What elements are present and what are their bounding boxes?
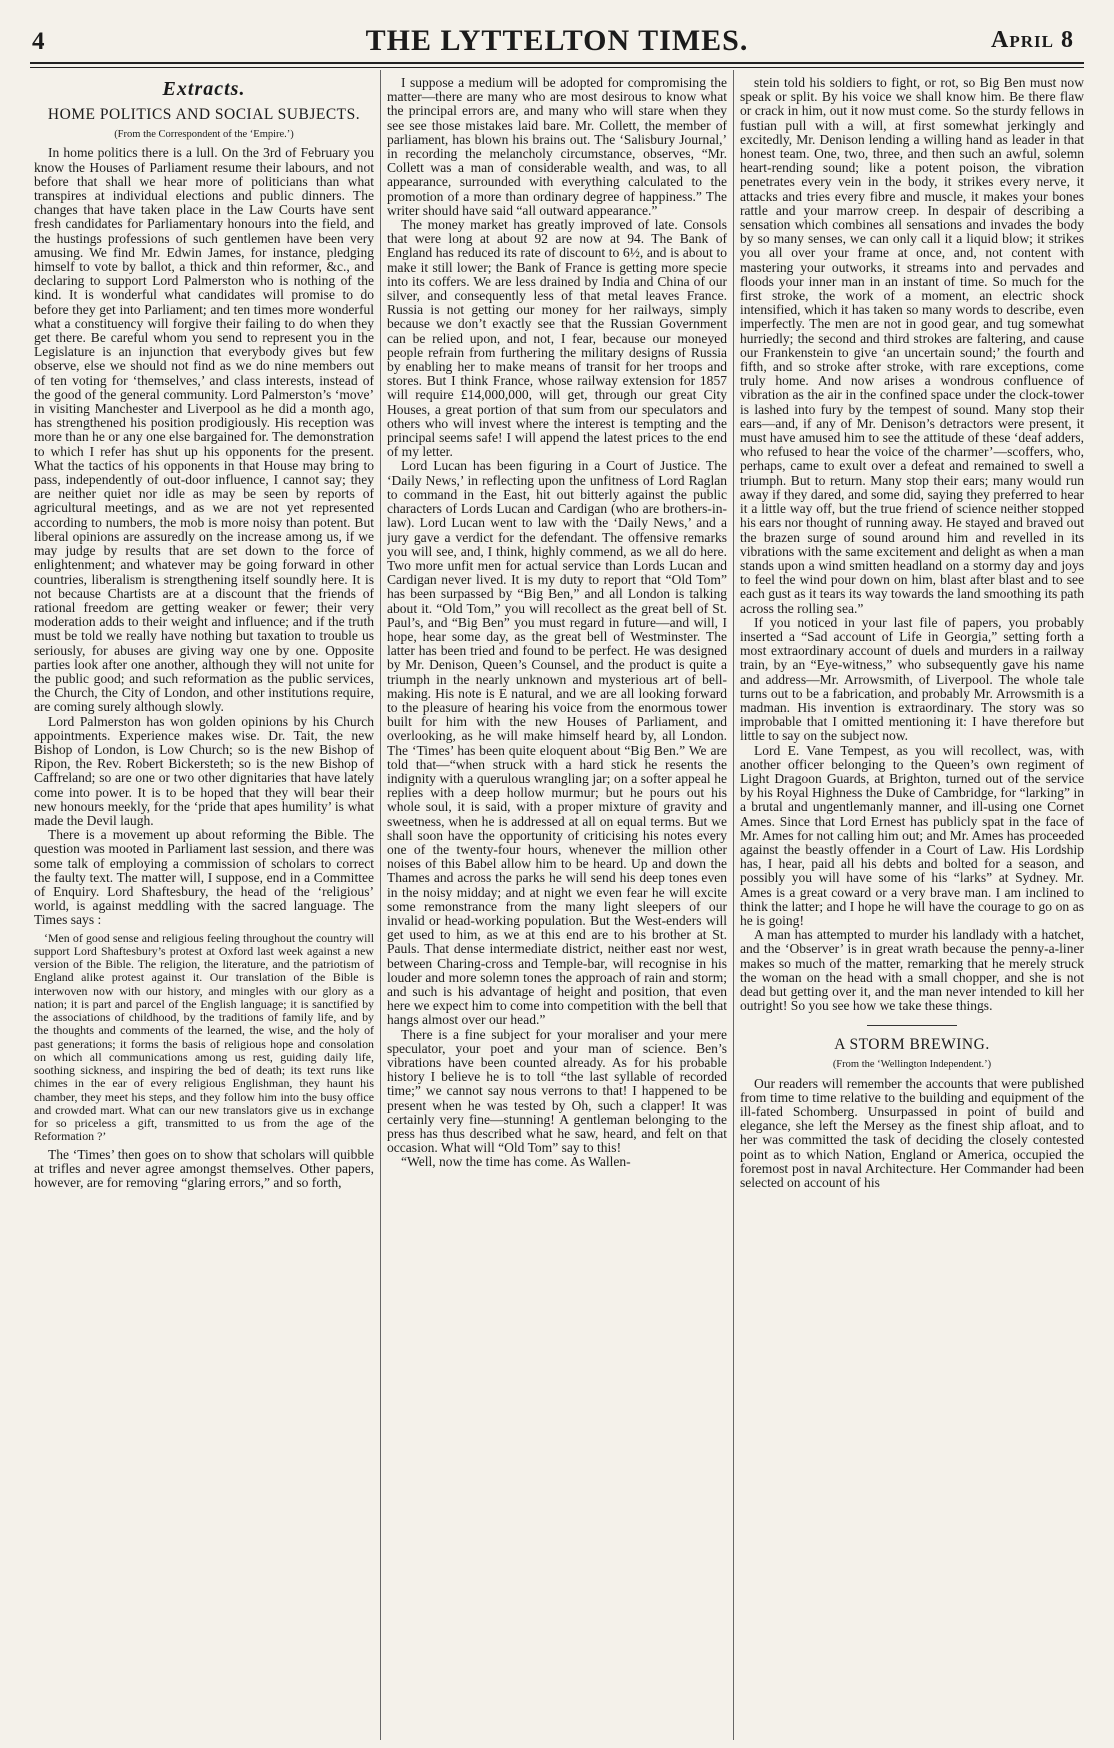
article-byline: (From the Correspondent of the ‘Empire.’)	[114, 129, 294, 141]
masthead-rule	[30, 62, 1084, 64]
column-1	[34, 76, 374, 1740]
article-paragraph: In home politics there is a lull. On the 3rd of February you know the Houses of Parliament resume their labours, and not before that shall we hear more of politicians than what transpires at individual elections and public dinners. The changes that have taken place in the Law Courts have sent fresh candidates for Parliamentary honours into the field, and the hustings professions of such gentlemen have been very amusing. We find Mr. Edwin James, for instance, pledging himself to vote by ballot, a thick and thin reformer, &c., and declaring to support Lord Palmerston who is nothing of the kind. It is wonderful what candidates will promise to do before they get into Parliament; and ten times more wonderful what a constituency will forgive their failing to do when they get there. Be careful whom you send to represent you in the Legislature is an injunction that everybody gives but few observe, else we should not find as we do nine members out of ten voting for ‘themselves,’ and class interests, instead of the good of the general community. Lord Palmerston’s ‘move’ in visiting Manchester and Liverpool as he did a month ago, has strengthened his position prodigiously. His reception was more than he or any one else bargained for. The demonstration to which I refer has shut up his opponents for the present. What the tactics of his opponents in that House may bring to pass, independently of out-door influence, I cannot say; they are neither quiet nor idle as may be seen by reports of agricultural meetings, and as we are not yet represented according to numbers, the mob is more noisy than potent. But liberal opinions are assuredly on the increase among us, if we may judge by results that are set down to the force of enlightenment; and whatever may be going forward in other countries, liberalism is strengthening itself soundly here. It is not because Chartists are at a discount that the friends of rational freedom are getting weaker or fewer; their very moderation adds to their weight and influence; and if the truth must be told we really have nothing but taxation to trouble us seriously, for abuses are giving way one by one. Opposite parties look after one another, although they will not unite for the public good; and such reformation as the public services, the Church, the City of London, and other institutions require, are coming surely although slowly.	[34, 145, 374, 715]
article-paragraph: Lord Lucan has been figuring in a Court of Justice. The ‘Daily News,’ in reflecting upon the unfitness of Lord Raglan to command in the East, hit out bitterly against the public characters of Lords Lucan and Cardigan (who are brothers-in-law). Lord Lucan went to law with the ‘Daily News,’ and a jury gave a verdict for the defendant. The offensive remarks you will see, and, I think, highly commend, as we all do here. Two more unfit men for actual service than Lords Lucan and Cardigan never lived. It is my duty to report that “Old Tom” has been surpassed by “Big Ben,” and all London is talking about it. “Old Tom,” you will recollect as the great bell of St. Paul’s, and “Big Ben” you must regard in future—and will, I hope, hear some day, as the great bell of Westminster. The latter has been tried and found to be perfect. He was designed by Mr. Denison, Queen’s Counsel, and the product is quite a triumph in the nearly unknown and mysterious art of bell-making. His note is E natural, and we are all looking forward to the pleasure of hearing his voice from the enormous tower built for him with the new Houses of Parliament, and overlooking, as he will make himself heard by, all London. The ‘Times’ has been quite eloquent about “Big Ben.” We are told that—“when struck with a hard stick he resents the indignity with a querulous wrangling jar; on a softer appeal he replies with a deep hollow murmur; but he pours out his whole soul, it is said, with a proper mixture of gravity and sweetness, when he is addressed at all on equal terms. But we shall soon have the opportunity of criticising his notes every one of the twenty-four hours, whenever the million other noises of this Babel allow him to be heard. Up and down the Thames and across the parks he will send his deep tones even in the noisy midday; and at night we even fear he will excite some remonstrance from the many light sleepers of our invalid or head-working population. But the West-enders will get used to him, as we at this end are to his brother at St. Pauls. That dense intermediate district, neither east nor west, between Charing-cross and Temple-bar, will recognise in his louder and more solemn tones the approach of rain and storm; and such is his advantage of height and position, that even here we expect him to come into competition with the bell that hangs almost over our head.”	[387, 458, 727, 1028]
page-number: 4	[32, 28, 45, 55]
section-heading: Extracts.	[162, 78, 246, 100]
article-byline: (From the ‘Wellington Independent.’)	[832, 1059, 992, 1071]
article-title: HOME POLITICS AND SOCIAL SUBJECTS.	[47, 106, 361, 124]
quoted-passage	[34, 932, 374, 1144]
article-paragraph: There is a fine subject for your moraliser and your mere speculator, your poet and your man of science. Ben’s vibrations have been counted already. As for his probable history I believe he is to toll “the last syllable of recorded time;” we cannot say nous verrons to that! I happened to be present when he was tested by Oh, such a clapper! It was certainly very fine—stunning! A gentleman belonging to the press has thus described what he saw, heard, and felt on that occasion. What will “Old Tom” say to this!	[387, 1026, 727, 1156]
article-paragraph: If you noticed in your last file of papers, you probably inserted a “Sad account of Life in Georgia,” setting forth a most extraordinary account of duels and murders in a railway train, by an “Eye-witness,” who subsequently gave his name and address—Mr. Arrowsmith, of Liverpool. The whole tale turns out to be a fabrication, and probably Mr. Arrowsmith is a madman. His invention is extraordinary. The story was so improbable that I omitted mentioning it: I have therefore but little to say on the subject now.	[740, 614, 1084, 744]
article-paragraph: I suppose a medium will be adopted for compromising the matter—there are many who are most desirous to know what the principal errors are, and many who will stare when they see see those mistakes laid bare. Mr. Collett, the member of parliament, has blown his brains out. The ‘Salisbury Journal,’ in recording the melancholy circumstance, observes, “Mr. Collett was a man of considerable wealth, and was, to all appearance, surrounded with everything calculated to the promotion of a more than ordinary degree of happiness.” The writer should have said “all outward appearance.”	[387, 76, 727, 218]
quote-text: ‘Men of good sense and religious feeling throughout the country will support Lord Shaftesbury’s protest at Oxford last week against a new version of the Bible. The religion, the literature, and the patriotism of England alike protest against it. Our translation of the Bible is interwoven now with our history, and mingles with our glory as a nation; it is part and parcel of the English language; it is sanctified by the associations of childhood, by the traditions of family life, and by the thoughts and comments of the learned, the wise, and the holy of past generations; it forms the basis of religious hope and consolation on which all communications among us rest, guiding daily life, soothing sickness, and inspiring the bed of death; its text runs like chimes in the ear of every religious Englishman, they haunt his chamber, they meet his steps, and they follow him into the busy office and crowded mart. What can our new translators give us in exchange for so priceless a gift, transmitted to us from the age of the Reformation ?’	[34, 930, 374, 1144]
article-paragraph: The money market has greatly improved of late. Consols that were long at about 92 are now at 94. The Bank of England has reduced its rate of discount to 6½, and is about to make it still lower; the Bank of France is getting more specie into its coffers. We are less drained by India and China of our silver, and consequently less of that metal leaves France. Russia is not getting our money for her railways, simply because we don’t exactly see that the Russian Government can be relied upon, and not, I fear, because our moneyed people refrain from furthering the military designs of Russia by enabling her to make means of transit for her troops and stores. But I think France, whose railway extension for 1857 will require £14,000,000, will get, through our great City Houses, a great portion of that sum from our speculators and others who will invest where the interest is tempting and the principal seems safe! I will append the latest prices to the end of my letter.	[387, 217, 727, 460]
article-paragraph: Lord Palmerston has won golden opinions by his Church appointments. Experience makes wise. Dr. Tait, the new Bishop of London, is Low Church; so is the new Bishop of Ripon, the Rev. Robert Bickersteth; so is the new Bishop of Caffreland; so are one or two other dignitaries that have lately come into power. It is to be hoped that they will bear their new honours meekly, for the ‘pride that apes humility’ is what made the Devil laugh.	[34, 713, 374, 828]
article-paragraph: Our readers will remember the accounts that were published from time to time relative to the building and equipment of the ill-fated Schomberg. Unsurpassed in point of build and elegance, she left the Mersey as the finest ship afloat, and to her was committed the task of deciding the closely contested point as to which Nation, England or America, occupied the foremost post in naval Architecture. Her Commander had been selected on account of his	[740, 1075, 1084, 1191]
article-paragraph: stein told his soldiers to fight, or rot, so Big Ben must now speak or split. By his voice we shall know him. Be there flaw or crack in him, out it now must come. So the sturdy fellows in fustian pull with a will, at first somewhat jerkingly and excitedly, Mr. Denison lending a willing hand as leader in that honest team. One, two, three, and then such an awful, solemn heart-rending sound; like a potent poison, the vibration penetrates every vein in the body, it strikes every nerve, it attacks and tries every fibre and muscle, it makes your bones rattle and your marrow creep. In despair of describing a sensation which combines all sensations and invades the body by so many senses, we can only call it a liquid blow; it strikes you all over your frame at once, and, not content with mastering your outworks, it streams into and pervades and floods your inner man in an instant of time. So much for the first stroke, the work of a moment, an electric shock intensified, which it has taken so many words to describe, even imperfectly. The men are not in good gear, and tug somewhat hurriedly; the second and third strokes are faltering, and cause our Frankenstein to give ‘an uncertain sound;’ the fourth and fifth, and so stroke after stroke, with rare exceptions, come truly home. And now arises a wondrous confluence of vibration as the air in the confined space under the clock-tower is lashed into fury by the tempest of sound. Many stop their ears—and, if any of Mr. Denison’s detractors were present, it must have amused him to see the attitude of these ‘deaf adders, who refused to hear the voice of the charmer’—scoffers, who, perhaps, came to exult over a defeat and remained to swell a triumph. But to return. Many stop their ears; many would run away if they dared, and some did, saying they preferred to hear it a little way off, but the true friend of science neither stopped his ears nor thought of running away. He stayed and braved out the brazen surge of sound around him and revelled in its vibrations with the same excitement and delight as when a man stands upon a wind smitten headland on a stormy day and joys to feel the wind pour down on him, blast after blast and to see each gust as it tears its way towards the land smoothing its path across the rolling sea.”	[740, 76, 1084, 616]
article-title: A STORM BREWING.	[834, 1036, 990, 1054]
article-paragraph: The ‘Times’ then goes on to show that scholars will quibble at trifles and never agree amongst themselves. Other papers, however, are for removing “glaring errors,” and so forth,	[34, 1146, 374, 1190]
article-paragraph: Lord E. Vane Tempest, as you will recollect, was, with another officer belonging to the Queen’s own regiment of Light Dragoon Guards, at Brighton, turned out of the service by his Royal Highness the Duke of Cambridge, for “larking” in a brutal and ungentlemanly manner, and ill-using one Cornet Ames. Since that Lord Ernest has publicly spat in the face of Mr. Ames for not calling him out; and Mr. Ames has proceeded against the beastly offender in a Court of Law. His Lordship has, I hear, paid all his debts and bolted for a season, and possibly you will have some of his “larks” at Sydney. Mr. Ames is a great coward or a very brave man. I am inclined to think the latter; and I hope he will have the courage to go on as he is going!	[740, 742, 1084, 928]
issue-date: April 8	[991, 27, 1074, 53]
article-paragraph: There is a movement up about reforming the Bible. The question was mooted in Parliament last session, and there was some talk of employing a commission of scholars to correct the faulty text. The matter will, I suppose, end in a Committee of Enquiry. Lord Shaftesbury, the head of the ‘religious’ world, is against meddling with the sacred language. The Times says :	[34, 827, 374, 928]
column-3	[740, 76, 1084, 1740]
article-paragraph: “Well, now the time has come. As Wallen-	[401, 1154, 631, 1170]
column-2	[387, 76, 727, 1740]
masthead-rule-thin	[30, 67, 1084, 68]
column-divider	[733, 70, 734, 1740]
column-divider	[380, 70, 381, 1740]
article-paragraph: A man has attempted to murder his landlady with a hatchet, and the ‘Observer’ is in great wrath because the penny-a-liner makes so much of the matter, remarking that he merely struck the woman on the head with a small chopper, and she is not dead but getting over it, and the man never intended to kill her outright! So you see how we take these things.	[740, 927, 1084, 1014]
newspaper-title: THE LYTTELTON TIMES.	[365, 24, 749, 57]
story-divider	[867, 1025, 957, 1026]
